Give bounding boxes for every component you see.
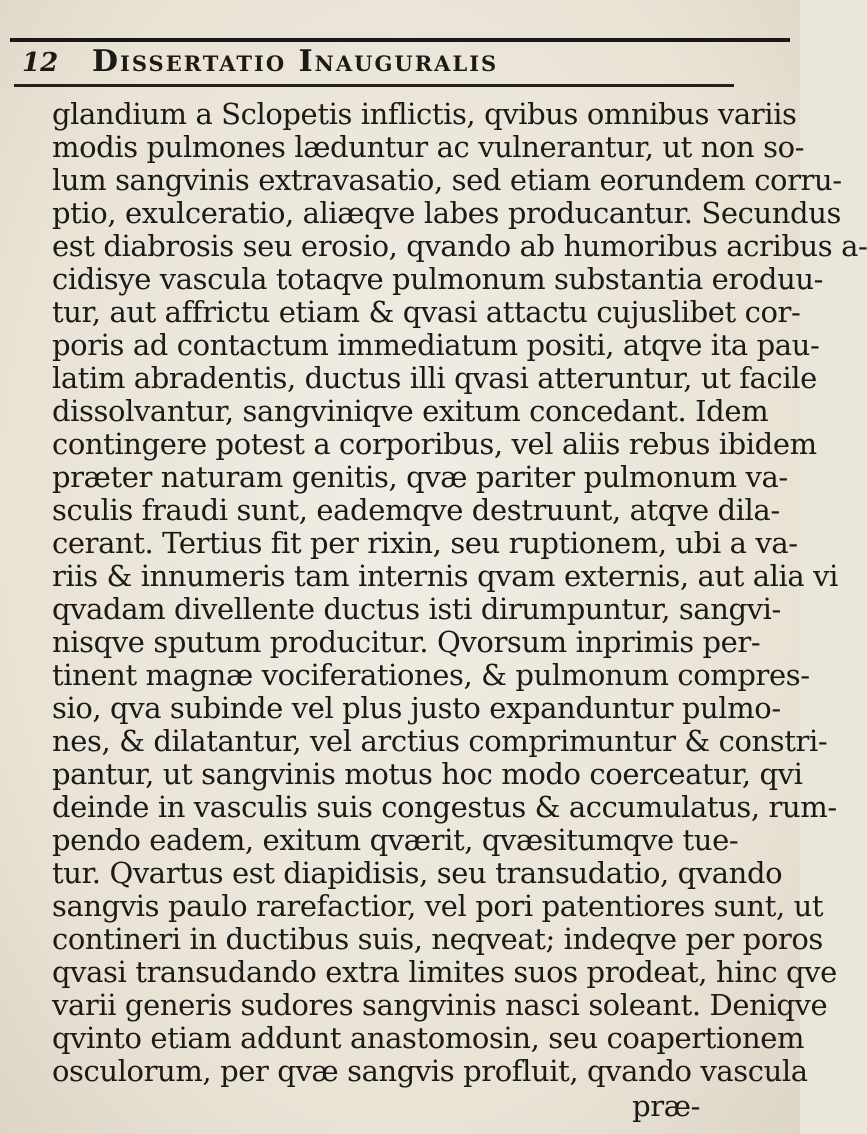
text-line: qvasi transudando extra limites suos prodeat, hinc qve [52,955,837,989]
text-line: præter naturam genitis, qvæ pariter pulmonum va- [52,460,788,494]
text-line: pantur, ut sangvinis motus hoc modo coerceatur, qvi [52,757,803,791]
page-header [0,44,800,84]
text-line: lum sangvinis extravasatio, sed etiam eorundem corru- [52,163,842,197]
top-rule [10,38,790,42]
header-rule [14,84,734,87]
text-line: est diabrosis seu erosio, qvando ab humoribus acribus a- [52,229,867,263]
text-line: sangvis paulo rarefactior, vel pori patentiores sunt, ut [52,889,824,923]
catchword: præ- [632,1089,700,1123]
running-head: Dissertatio Inauguralis [92,44,499,79]
text-line: glandium a Sclopetis inflictis, qvibus omnibus variis [52,97,797,131]
text-line: dissolvantur, sangviniqve exitum concedant. Idem [52,394,769,428]
text-line: contingere potest a corporibus, vel aliis rebus ibidem [52,427,817,461]
text-line: modis pulmones læduntur ac vulnerantur, ut non so- [52,130,805,164]
text-line: tur, aut affrictu etiam & qvasi attactu cujuslibet cor- [52,295,801,329]
text-line: tinent magnæ vociferationes, & pulmonum compres- [52,658,810,692]
text-line: contineri in ductibus suis, neqveat; indeqve per poros [52,922,823,956]
text-line: deinde in vasculis suis congestus & accumulatus, rum- [52,790,837,824]
text-line: tur. Qvartus est diapidisis, seu transudatio, qvando [52,856,783,890]
text-line: varii generis sudores sangvinis nasci soleant. Deniqve [52,988,828,1022]
text-line: nes, & dilatantur, vel arctius comprimuntur & constri- [52,724,828,758]
text-line: cerant. Tertius fit per rixin, seu ruptionem, ubi a va- [52,526,798,560]
text-line: riis & innumeris tam internis qvam externis, aut alia vi [52,559,838,593]
text-line: qvadam divellente ductus isti dirumpuntur, sangvi- [52,592,781,626]
text-line: sio, qva subinde vel plus justo expanduntur pulmo- [52,691,781,725]
text-line: ptio, exulceratio, aliæqve labes producantur. Secundus [52,196,841,230]
text-line: pendo eadem, exitum qværit, qvæsitumqve tue- [52,823,739,857]
text-line: poris ad contactum immediatum positi, atqve ita pau- [52,328,820,362]
text-line: sculis fraudi sunt, eademqve destruunt, atqve dila- [52,493,780,527]
text-line: latim abradentis, ductus illi qvasi atteruntur, ut facile [52,361,817,395]
text-line: nisqve sputum producitur. Qvorsum inprimis per- [52,625,761,659]
text-line: cidisye vascula totaqve pulmonum substantia eroduu- [52,262,824,296]
page-number: 12 [22,48,59,78]
text-line: qvinto etiam addunt anastomosin, seu coapertionem [52,1021,805,1055]
text-line: osculorum, per qvæ sangvis profluit, qvando vascula [52,1054,808,1088]
